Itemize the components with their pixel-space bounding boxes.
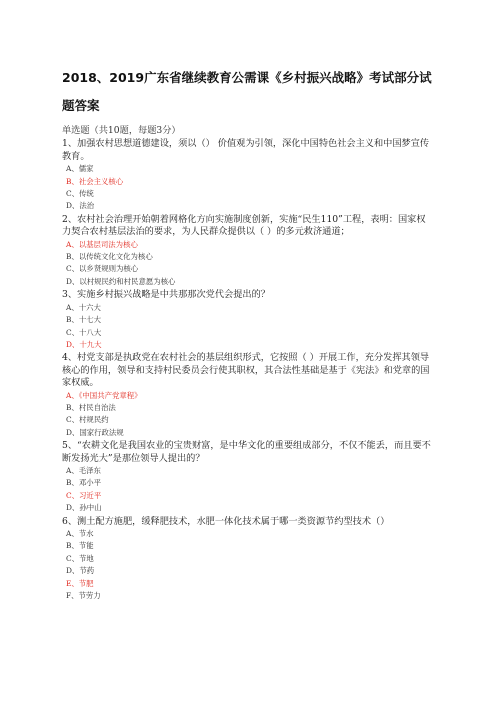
option: A、儒家 bbox=[66, 164, 94, 174]
option: D、孙中山 bbox=[66, 503, 102, 513]
option: A、毛泽东 bbox=[66, 465, 101, 475]
option: A、十六大 bbox=[66, 302, 101, 312]
question-text: 6、测土配方施肥，缓释肥技术，水肥一体化技术属于哪一类资源节约型技术（） bbox=[62, 515, 390, 527]
question-text: 3、实施乡村振兴战略是中共那那次党代会提出的？ bbox=[62, 289, 270, 301]
section-heading: 单选题（共10题，每题3分） bbox=[62, 125, 181, 136]
option: B、以传统文化文化为核心 bbox=[66, 252, 153, 262]
option: C、传统 bbox=[66, 189, 94, 199]
option: D、节药 bbox=[66, 566, 95, 576]
question-text: 4、村党支部是执政党在农村社会的基层组织形式，它按照（ ）开展工作，充分发挥其领导核心的作用，领导和支持村民委员会行使其职权，其合法性基础是基于《宪法》和党章的国家权威。 bbox=[62, 352, 430, 389]
option-correct-answer: C、习近平 bbox=[66, 490, 102, 500]
option-correct-answer: B、社会主义核心 bbox=[66, 176, 124, 186]
option: D、以村规民约和村民意愿为核心 bbox=[66, 276, 176, 286]
question-text: 2、农村社会治理开始朝着网格化方向实施制度创新，实施“民生110”工程，表明：国家权力契合农村基层法治的要求，为人民群众提供以（ ）的多元救济通道； bbox=[62, 213, 426, 238]
option-correct-answer: A、以基层司法为核心 bbox=[66, 239, 138, 249]
option: B、节能 bbox=[66, 541, 94, 551]
option: C、以乡贤规则为核心 bbox=[66, 264, 139, 274]
option: D、法治 bbox=[66, 201, 95, 211]
option: C、村规民约 bbox=[66, 415, 109, 425]
question-list bbox=[62, 125, 434, 602]
option: C、节地 bbox=[66, 553, 94, 563]
option-correct-answer: E、节肥 bbox=[66, 578, 94, 588]
option: F、节劳力 bbox=[66, 591, 101, 601]
option-correct-answer: D、十九大 bbox=[66, 339, 102, 349]
option: B、村民自治法 bbox=[66, 402, 116, 412]
option: D、国家行政法规 bbox=[66, 427, 124, 437]
option: A、节水 bbox=[66, 529, 94, 538]
question-text: 5、“农耕文化是我国农业的宝贵财富，是中华文化的重要组成部分，不仅不能丢，而且要不断发扬光大”是那位领导人提出的？ bbox=[62, 440, 431, 464]
questions-container bbox=[62, 138, 434, 602]
option: B、十七大 bbox=[66, 315, 101, 325]
question-text: 1、加强农村思想道德建设，须以（） 价值观为引领，深化中国特色社会主义和中国梦宣传教育。 bbox=[62, 138, 430, 162]
option: B、邓小平 bbox=[66, 478, 101, 488]
document-title: 2018、2019广东省继续教育公需课《乡村振兴战略》考试部分试题答案 bbox=[62, 70, 432, 113]
option: C、十八大 bbox=[66, 327, 102, 337]
option-correct-answer: A、《中国共产党章程》 bbox=[66, 390, 142, 400]
